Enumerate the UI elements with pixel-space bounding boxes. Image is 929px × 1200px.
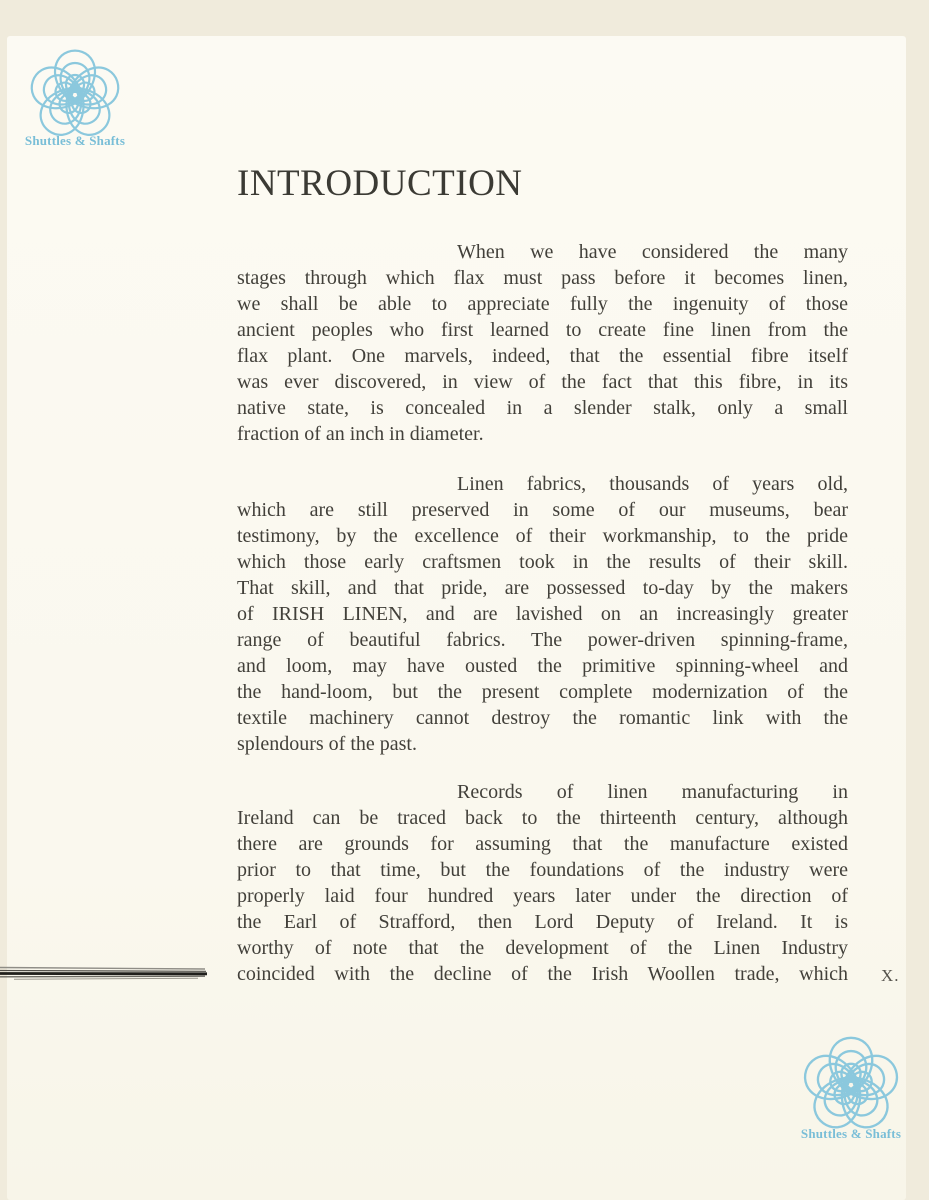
- text-line: coincided with the decline of the Irish Woollen trade, which: [237, 963, 848, 985]
- text-line: which those early craftsmen took in the results of their skill.: [237, 551, 848, 573]
- text-line: Records of linen manufacturing in: [457, 781, 848, 803]
- paragraph: [237, 239, 848, 447]
- text-line: Ireland can be traced back to the thirteenth century, although: [237, 807, 848, 829]
- shuttles-shafts-label: Shuttles & Shafts: [24, 133, 126, 148]
- text-line: of IRISH LINEN, and are lavished on an increasingly greater: [237, 603, 848, 625]
- text-line: there are grounds for assuming that the manufacture existed: [237, 833, 848, 855]
- page-number: X.: [881, 966, 900, 985]
- paragraph: [237, 471, 848, 757]
- text-line: the Earl of Strafford, then Lord Deputy of Ireland. It is: [237, 911, 848, 933]
- paragraph: [237, 779, 848, 987]
- text-line: the hand-loom, but the present complete modernization of the: [237, 681, 848, 703]
- text-line: and loom, may have ousted the primitive spinning-wheel and: [237, 655, 848, 677]
- text-line: stages through which flax must pass before it becomes linen,: [237, 267, 848, 289]
- page-title: INTRODUCTION: [237, 163, 523, 204]
- text-line: testimony, by the excellence of their workmanship, to the pride: [237, 525, 848, 547]
- text-line: splendours of the past.: [237, 733, 417, 755]
- text-line: That skill, and that pride, are possessed to-day by the makers: [237, 577, 848, 599]
- text-line: ancient peoples who first learned to create fine linen from the: [237, 319, 848, 341]
- text-line: Linen fabrics, thousands of years old,: [457, 473, 848, 495]
- text-line: properly laid four hundred years later under the direction of: [237, 885, 848, 907]
- text-column: [237, 239, 848, 987]
- text-line: range of beautiful fabrics. The power-driven spinning-frame,: [237, 629, 848, 651]
- text-line: flax plant. One marvels, indeed, that the essential fibre itself: [237, 345, 848, 367]
- shuttles-shafts-label: Shuttles & Shafts: [800, 1126, 902, 1141]
- text-line: worthy of note that the development of the Linen Industry: [237, 937, 848, 959]
- text-line: native state, is concealed in a slender stalk, only a small: [237, 397, 848, 419]
- text-line: When we have considered the many: [457, 241, 848, 263]
- ink-line-artifact: [0, 963, 210, 983]
- text-line: textile machinery cannot destroy the romantic link with the: [237, 707, 848, 729]
- text-line: we shall be able to appreciate fully the ingenuity of those: [237, 293, 848, 315]
- text-line: which are still preserved in some of our museums, bear: [237, 499, 848, 521]
- text-line: prior to that time, but the foundations of the industry were: [237, 859, 848, 881]
- text-line: was ever discovered, in view of the fact that this fibre, in its: [237, 371, 848, 393]
- text-line: fraction of an inch in diameter.: [237, 423, 484, 445]
